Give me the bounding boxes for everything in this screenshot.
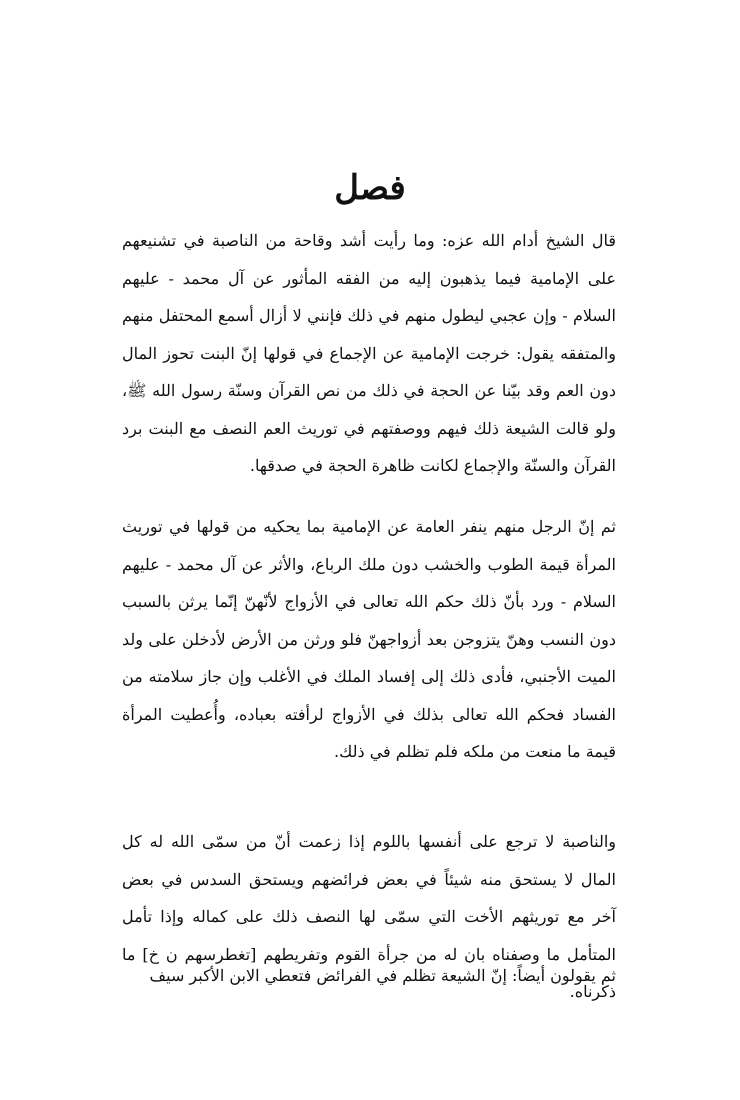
- paragraph-2: ثم إنّ الرجل منهم ينفر العامة عن الإمامية بما يحكيه من قولها في توريث المرأة قيمة الطوب والخشب دون ملك الرباع، والأثر عن آل محمد - عليهم السلام - ورد بأنّ ذلك حكم الله تعالى في الأزواج لأنّهنّ إنّما يرثن بالسبب دون النسب وهنّ يتزوجن بعد أزواجهنّ فلو ورثن من الأرض لأدخلن على ولد الميت الأجنبي، فأدى ذلك إلى إفساد الملك في الأغلب وإن جاز سلامته من الفساد فحكم الله تعالى بذلك في الأزواج لرأفته بعباده، وأُعطيت المرأة قيمة ما منعت من ملكه فلم تظلم في ذلك.: [122, 517, 616, 761]
- paragraph-3: والناصبة لا ترجع على أنفسها باللوم إذا زعمت أنّ من سمّى الله له كل المال لا يستحق منه شيئاً في بعض فرائضهم ويستحق السدس في بعض آخر مع توريثهم الأخت التي سمّى لها النصف ذلك على كماله وإذا تأمل المتأمل ما وصفناه بان له من جرأة القوم وتفريطهم [تغطرسهم ن خ] ما ذكرناه.: [122, 832, 616, 1001]
- page-title: فصل: [334, 168, 406, 208]
- paragraph-1: قال الشيخ أدام الله عزه: وما رأيت أشد وقاحة من الناصبة في تشنيعهم على الإمامية فيما يذهبون إليه من الفقه المأثور عن آل محمد - عليهم السلام - وإن عجبي ليطول منهم في ذلك فإنني لا أزال أسمع المحتفل منهم والمتفقه يقول: خرجت الإمامية عن الإجماع في قولها إنّ البنت تحوز المال دون العم وقد بيّنا عن الحجة في ذلك من نص القرآن وسنّة رسول الله ﷺ، ولو قالت الشيعة ذلك فيهم ووصفتهم في توريث العم النصف مع البنت برد القرآن والسنّة والإجماع لكانت ظاهرة الحجة في صدقها.: [122, 231, 616, 475]
- paragraph-4: ثم يقولون أيضاً: إنّ الشيعة تظلم في الفرائض فتعطي الابن الأكبر سيف: [149, 966, 616, 985]
